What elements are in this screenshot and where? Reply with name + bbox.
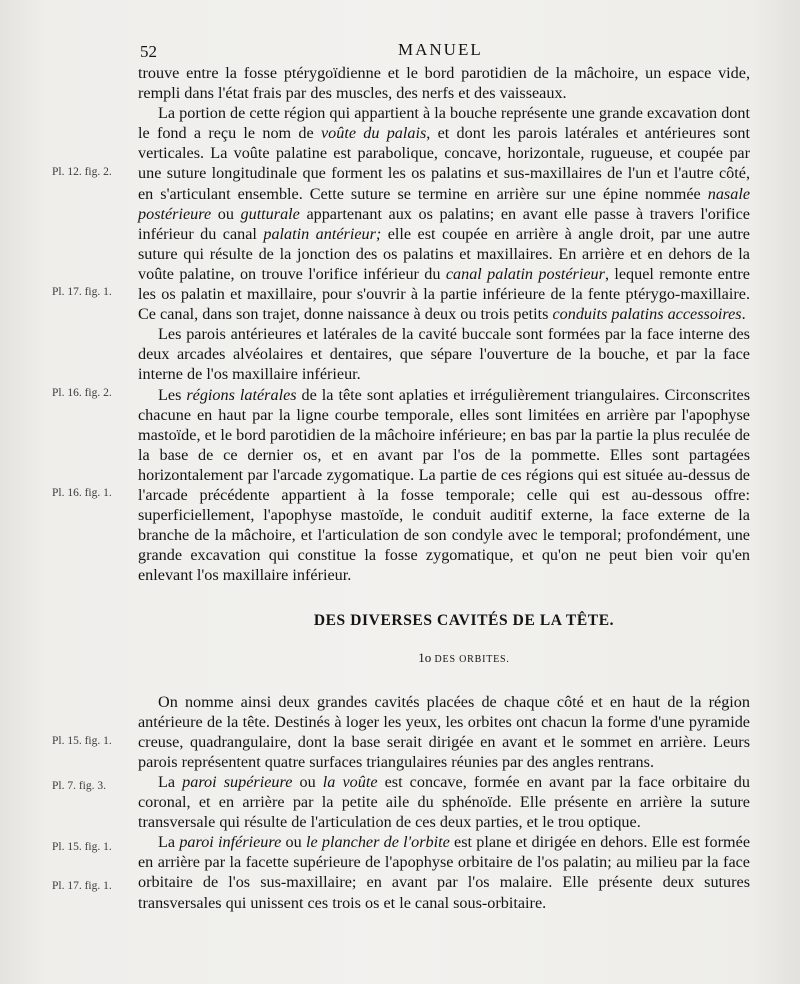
margin-reference: Pl. 16. fig. 2.: [52, 387, 112, 399]
paragraph-text: On nomme ainsi deux grandes cavités placées de chaque côté et en haut de la région antérieure de la tête. Destinés à loger les yeux, les orbites ont chacun la forme d'une pyramide creuse, quadrangulaire, dont la base serait dirigée en avant et le sommet en arrière. Leurs parois représentent quatre surfaces triangulaires réunies par des angles rentrans.: [138, 692, 750, 771]
paragraph: [138, 385, 750, 586]
italic-term: voûte du palais: [320, 124, 427, 143]
subsection-heading: [138, 648, 750, 670]
paragraph-text: elle est coupée en arrière à angle droit, par une autre suture qui résulte de la jonction des os palatins et maxillaires. En arrière et en dehors de la voûte palatine, on trouve l'orifice inférieur du: [138, 224, 750, 283]
paragraph-text: Les parois antérieures et latérales de la cavité buccale sont formées par la face interne des deux arcades alvéolaires et dentaires, que sépare l'ouverture de la bouche, et par la face interne de l'os maxillaire inférieur.: [138, 325, 750, 384]
paragraph-text: La: [158, 833, 180, 852]
page-number: 52: [140, 42, 157, 61]
italic-term: paroi inférieure: [179, 833, 282, 852]
subsection-number: 1o: [418, 649, 432, 665]
paragraph-text: est plane et dirigée en dehors. Elle est formée en arrière par la facette supérieure de l'apophyse orbitaire de l'os palatin; au milieu par la face orbitaire de l'os sus-maxillaire; en avant par l'os malaire. Elle présente deux sutures transversales qui unissent ces trois os et le canal sous-orbitaire.: [138, 833, 751, 912]
page-header: [0, 38, 800, 62]
paragraph: [138, 832, 750, 912]
margin-reference: Pl. 15. fig. 1.: [52, 735, 112, 747]
paragraph-text: , lequel remonte entre les os palatin et maxillaire, pour s'ouvrir à la partie inférieure de la fente ptérygo-maxillaire. Ce canal, dans son trajet, donne naissance à deux ou trois petits: [138, 264, 750, 324]
italic-term: canal palatin postérieur: [445, 264, 605, 283]
paragraph: [138, 103, 750, 324]
paragraph-text: ou: [211, 204, 241, 223]
margin-reference: Pl. 15. fig. 1.: [52, 841, 112, 853]
italic-term: le plancher de l'orbite: [305, 833, 450, 852]
subsection-title: DES ORBITES.: [434, 653, 510, 665]
paragraph: [138, 324, 750, 384]
paragraph-text: Les: [158, 385, 187, 404]
margin-reference: Pl. 17. fig. 1.: [52, 286, 112, 298]
paragraph: [138, 692, 750, 772]
italic-term: la voûte: [322, 773, 378, 791]
italic-term: palatin antérieur;: [263, 224, 382, 243]
italic-term: gutturale: [240, 204, 300, 223]
paragraph-text: de la tête sont aplaties et irrégulièrement triangulaires. Circonscrites chacune en haut par la ligne courbe temporale, elles sont limitées en arrière par l'apophyse mastoïde, et le bord parotidien de la mâchoire inférieure; en bas par la partie la plus reculée de la base de ce dernier os, et en avant par l'os de la pommette. Elles sont partagées horizontalement par l'arcade zygomatique. La partie de ces régions qui est située au-dessus de l'arcade précédente appartient à la fosse temporale; celle qui est au-dessous offre: superficiellement, l'apophyse mastoïde, le conduit auditif externe, la face externe de la branche de la mâchoire, et l'articulation de son condyle avec le temporal; profondément, une grande excavation qui constitue la fosse zygomatique, et qu'on ne peut bien voir qu'en enlevant l'os maxillaire inférieur.: [138, 385, 750, 585]
margin-reference: Pl. 12. fig. 2.: [52, 166, 112, 178]
paragraph-text: , et dont les parois latérales et antérieures sont verticales. La voûte palatine est parabolique, concave, horizontale, rugueuse, et coupée par une suture longitudinale que forment les os palatins et sus-maxillaires de l'un et l'autre côté, en s'articulant ensemble. Cette suture se termine en arrière sur une épine nommée: [138, 124, 751, 203]
italic-term: paroi supérieure: [182, 773, 293, 791]
paragraph-text: La portion de cette région qui appartient à la bouche représente une grande excavation dont le fond a reçu le nom de: [138, 104, 750, 143]
paragraph: [138, 772, 750, 832]
paragraph-text: ou: [281, 833, 306, 852]
italic-term: nasale postérieure: [138, 184, 750, 223]
section-heading: DES DIVERSES CAVITÉS DE LA TÊTE.: [313, 612, 615, 630]
paragraph-text: .: [741, 305, 746, 324]
paragraph-text: ou: [292, 773, 323, 791]
body-text: [138, 63, 750, 913]
paragraph-text: appartenant aux os palatins; en avant elle passe à travers l'orifice inférieur du canal: [138, 204, 750, 243]
italic-term: conduits palatins accessoires: [552, 305, 742, 324]
margin-reference: Pl. 17. fig. 1.: [52, 880, 112, 892]
running-title: MANUEL: [398, 40, 483, 59]
paragraph-text: La: [158, 773, 183, 791]
paragraph: [138, 63, 750, 103]
italic-term: régions latérales: [186, 385, 297, 404]
margin-reference: Pl. 16. fig. 1.: [52, 487, 112, 499]
paragraph-text: est concave, formée en avant par la face orbitaire du coronal, et en arrière par la petite aile du sphénoïde. Elle présente en arrière la suture transversale qui résulte de l'articulation de ces deux parties, et le trou optique.: [138, 773, 750, 832]
margin-reference: Pl. 7. fig. 3.: [52, 780, 106, 792]
paragraph-text: trouve entre la fosse ptérygoïdienne et le bord parotidien de la mâchoire, un espace vide, rempli dans l'état frais par des muscles, des nerfs et des vaisseaux.: [138, 64, 750, 103]
